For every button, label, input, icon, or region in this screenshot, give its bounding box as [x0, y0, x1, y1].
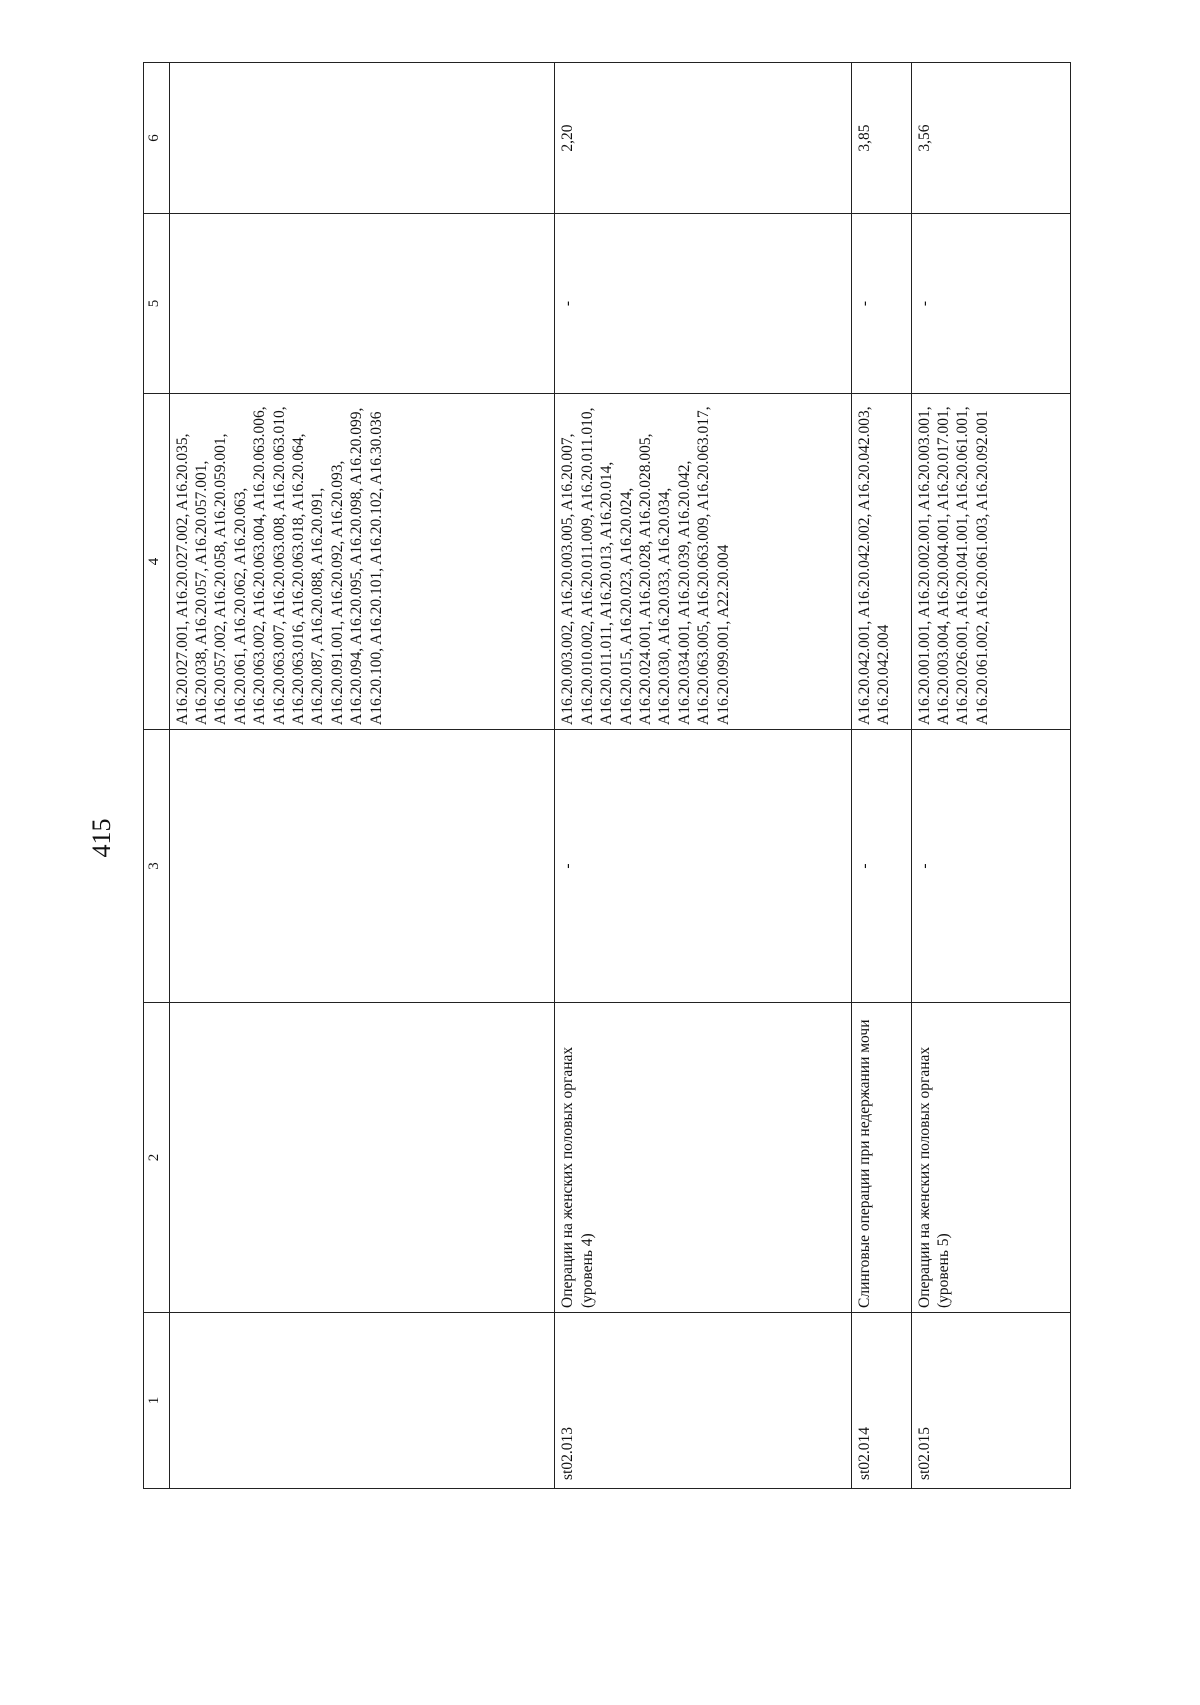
table-container	[143, 63, 1071, 1489]
col5-cell	[169, 214, 555, 394]
coefficient-cell	[169, 63, 555, 214]
col3-cell: -	[555, 730, 852, 1003]
services-cell: A16.20.003.002, A16.20.003.005, A16.20.007, A16.20.010.002, A16.20.011.009, A16.20.011.010, A16.20.011.011, A16.20.013, A16.20.014, A16.20.015, A16.20.023, A16.20.024, A16.20.024.001, A16.20.028, A16.20.028.005, A16.20.030, A16.20.033, A16.20.034, A16.20.034.001, A16.20.039, A16.20.042, A16.20.063.005, A16.20.063.009, A16.20.063.017, A16.20.099.001, A22.20.004	[555, 394, 852, 730]
code-cell: st02.013	[555, 1313, 852, 1489]
page-number: 415	[87, 818, 116, 858]
table-row	[911, 63, 1070, 1489]
col5-cell: -	[555, 214, 852, 394]
col5-cell: -	[911, 214, 1070, 394]
code-cell: st02.015	[911, 1313, 1070, 1489]
header-cell: 1	[144, 1313, 170, 1489]
header-cell: 2	[144, 1003, 170, 1313]
header-cell: 3	[144, 730, 170, 1003]
coefficient-cell: 2,20	[555, 63, 852, 214]
table-row	[555, 63, 852, 1489]
col3-cell: -	[851, 730, 911, 1003]
header-cell: 5	[144, 214, 170, 394]
name-cell: Слинговые операции при недержании мочи	[851, 1003, 911, 1313]
header-cell: 6	[144, 63, 170, 214]
name-cell: Операции на женских половых органах (уровень 4)	[555, 1003, 852, 1313]
coefficient-cell: 3,85	[851, 63, 911, 214]
table-header-row	[144, 63, 170, 1489]
col3-cell: -	[911, 730, 1070, 1003]
code-cell: st02.014	[851, 1313, 911, 1489]
header-cell: 4	[144, 394, 170, 730]
table-row	[851, 63, 911, 1489]
name-cell: Операции на женских половых органах (уровень 5)	[911, 1003, 1070, 1313]
tariff-table	[143, 62, 1071, 1489]
table-row	[169, 63, 555, 1489]
coefficient-cell: 3,56	[911, 63, 1070, 214]
code-cell	[169, 1313, 555, 1489]
services-cell: A16.20.001.001, A16.20.002.001, A16.20.003.001, A16.20.003.004, A16.20.004.001, A16.20.017.001, A16.20.026.001, A16.20.041.001, A16.20.061.001, A16.20.061.002, A16.20.061.003, A16.20.092.001	[911, 394, 1070, 730]
col3-cell	[169, 730, 555, 1003]
services-cell: A16.20.027.001, A16.20.027.002, A16.20.035, A16.20.038, A16.20.057, A16.20.057.001, A16.20.057.002, A16.20.058, A16.20.059.001, A16.20.061, A16.20.062, A16.20.063, A16.20.063.002, A16.20.063.004, A16.20.063.006, A16.20.063.007, A16.20.063.008, A16.20.063.010, A16.20.063.016, A16.20.063.018, A16.20.064, A16.20.087, A16.20.088, A16.20.091, A16.20.091.001, A16.20.092, A16.20.093, A16.20.094, A16.20.095, A16.20.098, A16.20.099, A16.20.100, A16.20.101, A16.20.102, A16.30.036	[169, 394, 555, 730]
name-cell	[169, 1003, 555, 1313]
col5-cell: -	[851, 214, 911, 394]
services-cell: A16.20.042.001, A16.20.042.002, A16.20.042.003, A16.20.042.004	[851, 394, 911, 730]
